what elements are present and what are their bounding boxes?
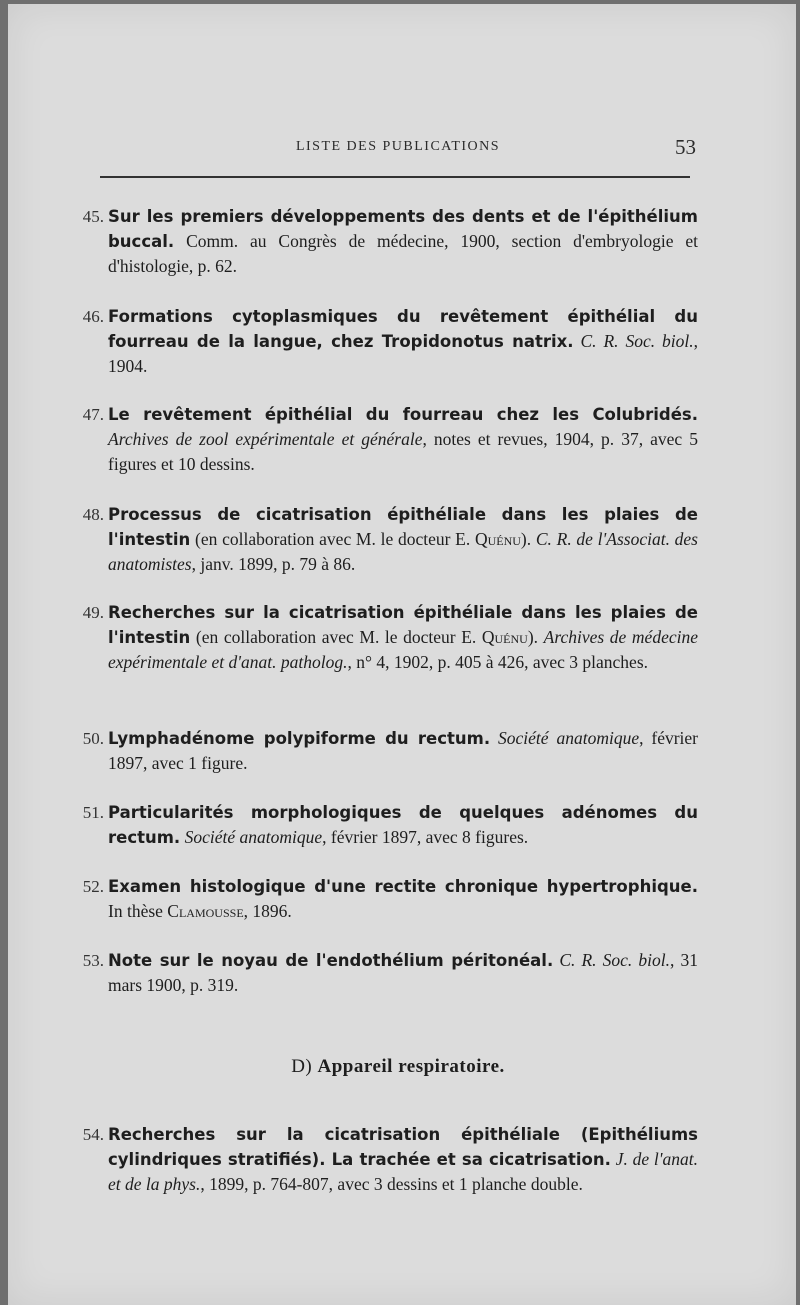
section-heading <box>100 1056 696 1078</box>
section-title: Appareil respiratoire. <box>317 1056 505 1077</box>
entry-number: 53. <box>82 951 104 970</box>
entry-details: , janv. 1899, p. 79 à 86. <box>191 554 356 574</box>
publication-entry-51 <box>82 800 698 850</box>
entry-number: 48. <box>82 505 104 524</box>
entry-title: Note sur le noyau de l'endothélium péritonéal. <box>108 951 554 970</box>
entry-details: , 1904. <box>108 331 699 376</box>
entry-number: 52. <box>82 877 104 896</box>
entry-title: Lymphadénome polypiforme du rectum. <box>108 729 491 748</box>
entry-number: 46. <box>82 307 104 326</box>
entry-details: Comm. au Congrès de médecine, 1900, section d'embryologie et d'histologie, p. 62. <box>108 231 698 276</box>
entry-details: , février 1897, avec 1 figure. <box>108 728 698 773</box>
page-header <box>100 135 696 165</box>
entry-journal: J. de l'anat. et de la phys. <box>108 1149 698 1194</box>
entry-title: Particularités morphologiques de quelques adénomes du rectum. <box>108 803 698 847</box>
entry-details: , février 1897, avec 8 figures. <box>322 827 529 847</box>
header-rule <box>100 176 690 178</box>
entry-details: , 1899, p. 764-807, avec 3 dessins et 1 planche double. <box>200 1174 583 1194</box>
entry-title: Formations cytoplasmiques du revêtement épithélial du fourreau de la langue, chez Tropidonotus natrix. <box>108 307 698 351</box>
publication-entry-45 <box>82 204 698 279</box>
entry-title: Le revêtement épithélial du fourreau chez les Colubridés. <box>108 405 698 424</box>
entry-details: , n° 4, 1902, p. 405 à 426, avec 3 planches. <box>347 652 649 672</box>
entry-title: Recherches sur la cicatrisation épithéliale (Epithéliums cylindriques stratifiés). La trachée et sa cicatrisation. <box>108 1125 698 1169</box>
entry-number: 45. <box>82 207 104 226</box>
entry-title: Sur les premiers développements des dents et de l'épithélium buccal. <box>108 207 698 251</box>
entry-details: , 31 mars 1900, p. 319. <box>108 950 698 995</box>
running-title: LISTE DES PUBLICATIONS <box>295 139 501 154</box>
section-prefix: D) <box>291 1056 318 1077</box>
entry-journal: Société anatomique <box>490 728 640 748</box>
entry-number: 49. <box>82 603 104 622</box>
publication-entry-46 <box>82 304 699 379</box>
page-number: 53 <box>675 135 696 159</box>
entry-collaboration-end: ). <box>520 529 536 549</box>
publication-entry-53 <box>82 948 698 998</box>
entry-number: 51. <box>82 803 104 822</box>
entry-details: , notes et revues, 1904, p. 37, avec 5 figures et 10 dessins. <box>108 429 698 474</box>
entry-details: , 1896. <box>243 901 292 921</box>
publication-entry-54 <box>82 1122 698 1197</box>
entry-journal: C. R. Soc. biol. <box>573 331 694 351</box>
entry-author: Clamousse <box>167 901 244 921</box>
entry-collaborator: Quénu <box>474 529 521 549</box>
entry-journal: Archives de médecine expérimentale et d'anat. patholog. <box>108 627 698 672</box>
entry-collaborator: Quénu <box>481 627 528 647</box>
entry-journal: Archives de zool expérimentale et générale <box>108 429 423 449</box>
publication-entry-49 <box>82 600 698 675</box>
publication-entry-52 <box>82 874 698 924</box>
entry-title: Processus de cicatrisation épithéliale dans les plaies de l'intestin <box>108 505 698 549</box>
entry-journal: C. R. de l'Associat. des anatomistes <box>108 529 698 574</box>
publication-entry-47 <box>82 402 698 477</box>
entry-number: 50. <box>82 729 104 748</box>
entry-number: 54. <box>82 1125 104 1144</box>
entry-details-prefix: In thèse <box>108 901 168 921</box>
entry-collaboration: (en collaboration avec M. le docteur E. <box>190 627 482 647</box>
entry-journal: Société anatomique <box>180 827 323 847</box>
entry-number: 47. <box>82 405 104 424</box>
entry-title: Examen histologique d'une rectite chronique hypertrophique. <box>108 877 698 896</box>
publication-entry-48 <box>82 502 698 577</box>
entry-collaboration: (en collaboration avec M. le docteur E. <box>190 529 475 549</box>
entry-title: Recherches sur la cicatrisation épithéliale dans les plaies de l'intestin <box>108 603 698 647</box>
entry-collaboration-end: ). <box>527 627 544 647</box>
publication-entry-50 <box>82 726 698 776</box>
entry-journal: C. R. Soc. biol. <box>553 950 671 970</box>
